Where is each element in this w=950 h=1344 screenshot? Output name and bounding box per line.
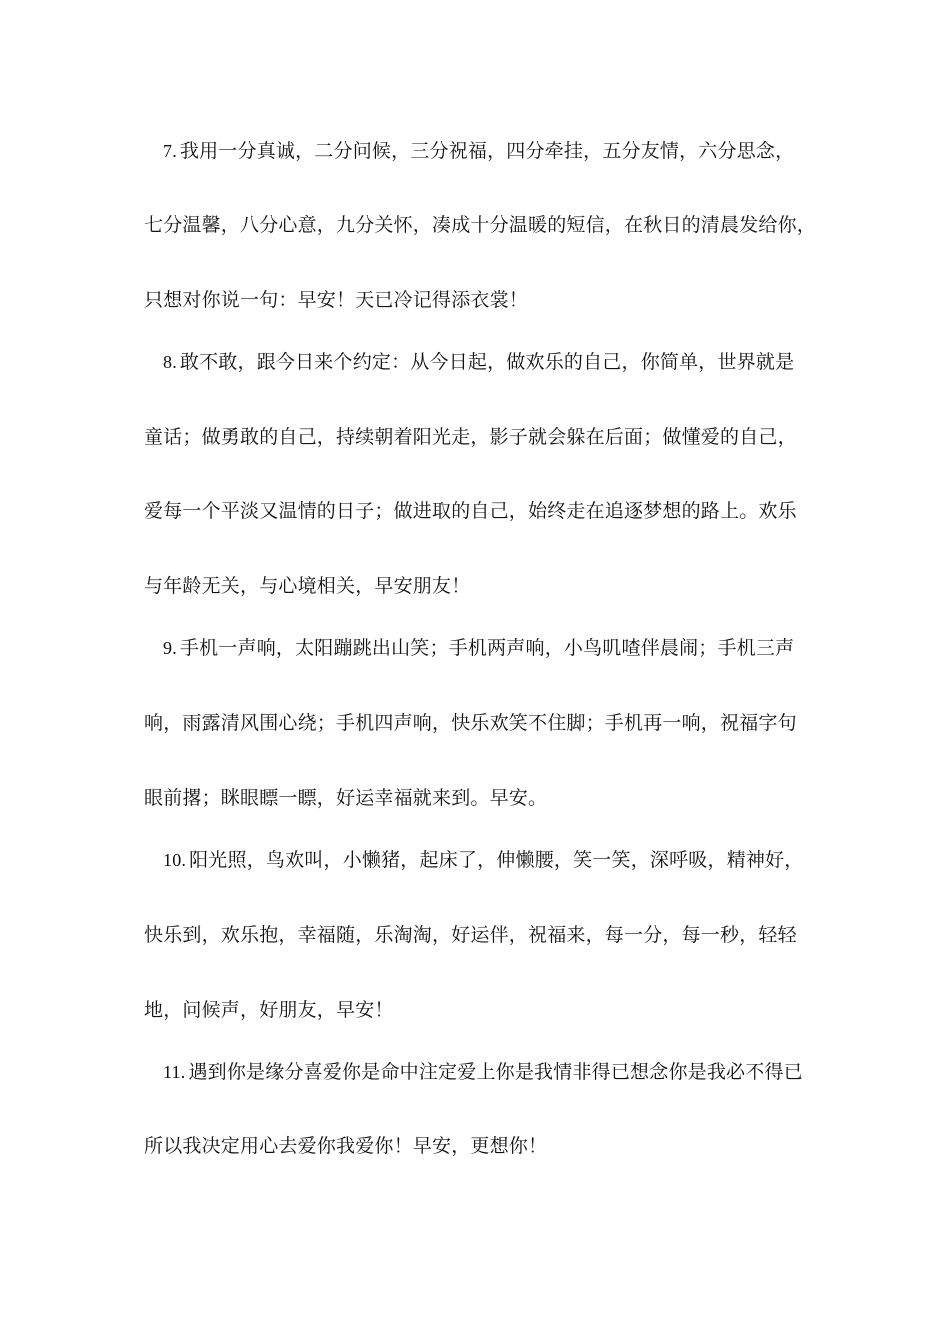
paragraph-9-line-1 — [163, 635, 824, 661]
paragraph-text: 敢不敢，跟今日来个约定：从今日起，做欢乐的自己，你简单，世界就是 — [179, 351, 795, 373]
paragraph-10-line-2: 快乐到，欢乐抱，幸福随，乐淘淘，好运伴，祝福来，每一分，每一秒，轻轻 — [144, 924, 797, 946]
paragraph-number: 10. — [163, 850, 187, 870]
paragraph-8-line-1 — [163, 349, 824, 375]
paragraph-number: 9. — [163, 638, 177, 658]
paragraph-8-line-3: 爱每一个平淡又温情的日子；做进取的自己，始终走在追逐梦想的路上。欢乐 — [144, 500, 797, 522]
paragraph-number: 11. — [163, 1062, 186, 1082]
paragraph-number: 8. — [163, 352, 177, 372]
paragraph-8-line-2: 童话；做勇敢的自己，持续朝着阳光走，影子就会躲在后面；做懂爱的自己， — [144, 426, 797, 448]
paragraph-7-line-1 — [163, 138, 824, 164]
paragraph-number: 7. — [163, 141, 177, 161]
paragraph-7-line-3: 只想对你说一句：早安！天已冷记得添衣裳！ — [144, 289, 529, 311]
paragraph-9-line-3: 眼前撂；眯眼瞟一瞟，好运幸福就来到。早安。 — [144, 787, 548, 809]
paragraph-9-line-2: 响，雨露清风围心绕；手机四声响，快乐欢笑不住脚；手机再一响，祝福字句 — [144, 712, 797, 734]
paragraph-text: 手机一声响，太阳蹦跳出山笑；手机两声响，小鸟叽喳伴晨闹；手机三声 — [179, 637, 795, 659]
paragraph-text: 我用一分真诚，二分问候，三分祝福，四分牵挂，五分友情，六分思念， — [179, 140, 795, 162]
paragraph-11-line-2: 所以我决定用心去爱你我爱你！早安，更想你！ — [144, 1135, 548, 1157]
paragraph-7-line-2: 七分温馨，八分心意，九分关怀，凑成十分温暖的短信，在秋日的清晨发给你， — [144, 214, 817, 236]
paragraph-text: 阳光照，鸟欢叫，小懒猪，起床了，伸懒腰，笑一笑，深呼吸，精神好， — [189, 849, 804, 871]
paragraph-11-line-1 — [163, 1059, 824, 1085]
paragraph-8-line-4: 与年龄无关，与心境相关，早安朋友！ — [144, 575, 471, 597]
paragraph-10-line-1 — [163, 847, 824, 873]
paragraph-10-line-3: 地，问候声，好朋友，早安！ — [144, 999, 394, 1021]
paragraph-text: 遇到你是缘分喜爱你是命中注定爱上你是我情非得已想念你是我必不得已 — [188, 1061, 803, 1083]
